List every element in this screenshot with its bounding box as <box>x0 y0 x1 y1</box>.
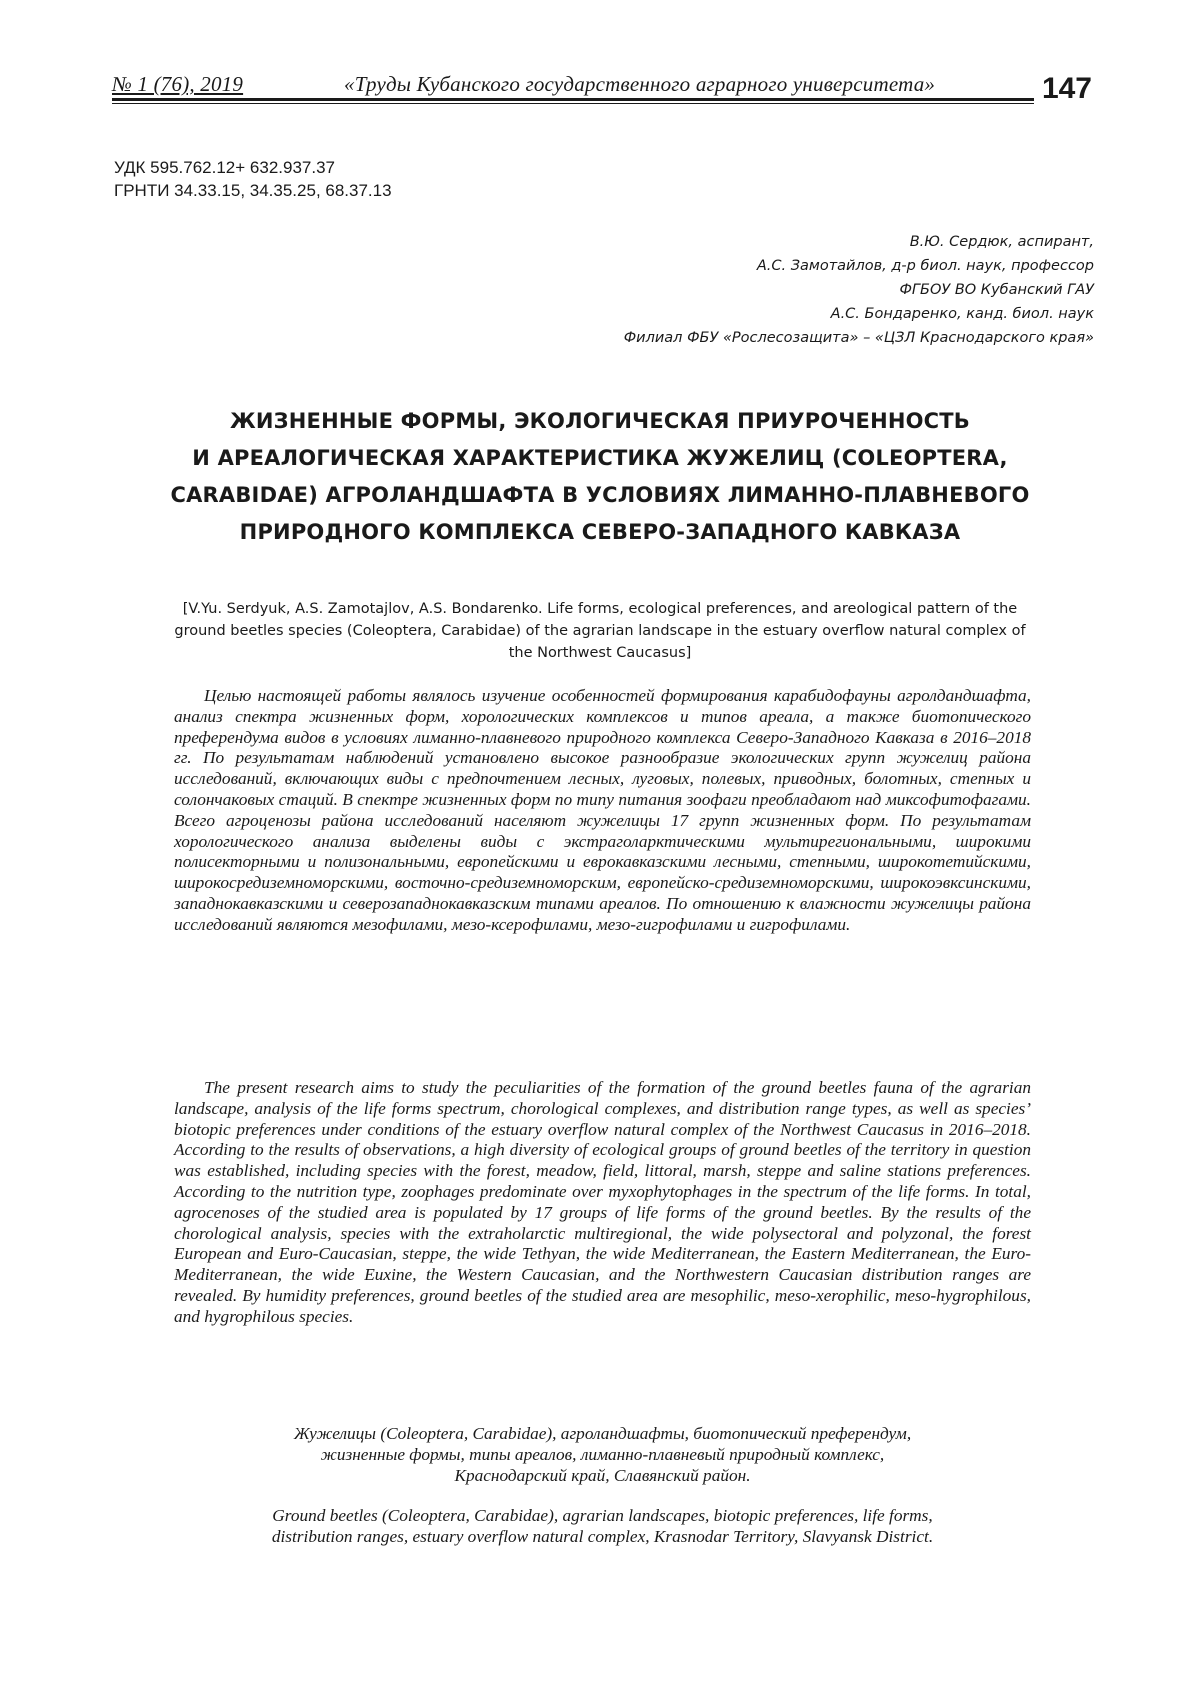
grnti-code: ГРНТИ 34.33.15, 34.35.25, 68.37.13 <box>114 179 392 202</box>
keywords-russian <box>174 1423 1031 1486</box>
abstract-russian: Целью настоящей работы являлось изучение особенностей формирования карабидофауны агролдандшафта, анализ спектра жизненных форм, хорологических комплексов и типов ареала, а также биотопического преферендума видов в условиях лиманно-плавневого природного комплекса Северо-Западного Кавказа в 2016–2018 гг. По результатам наблюдений установлено высокое разнообразие экологических групп жужелиц района исследований, включающих виды с предпочтением лесных, луговых, полевых, приводных, болотных, степных и солончаковых стаций. В спектре жизненных форм по типу питания зоофаги преобладают над миксофитофагами. Всего агроценозы района исследований населяют жужелицы 17 групп жизненных форм. По результатам хорологического анализа выделены виды с экстраголарктическими мультирегиональными, широкими полисекторными и полизональными, европейскими и еврокавказскими лесными, степными, широкотетийскими, широкосредиземноморскими, восточно-средиземноморским, европейско-средиземноморскими, широкоэвксинскими, западнокавказскими и северозападнокавказским типами ареалов. По отношению к влажности жужелицы района исследований являются мезофилами, мезо-ксерофилами, мезо-гигрофилами и гигрофилами. <box>174 686 1031 936</box>
title-line: ЖИЗНЕННЫЕ ФОРМЫ, ЭКОЛОГИЧЕСКАЯ ПРИУРОЧЕННОСТЬ <box>110 403 1090 440</box>
affiliation-line: ФГБОУ ВО Кубанский ГАУ <box>624 278 1094 302</box>
udk-code: УДК 595.762.12+ 632.937.37 <box>114 156 392 179</box>
author-line: В.Ю. Сердюк, аспирант, <box>624 230 1094 254</box>
keywords-english <box>174 1505 1031 1547</box>
keywords-line: Краснодарский край, Славянский район. <box>174 1465 1031 1486</box>
page-number: 147 <box>1042 72 1092 106</box>
keywords-line: жизненные формы, типы ареалов, лиманно-плавневый природный комплекс, <box>174 1444 1031 1465</box>
author-line: А.С. Замотайлов, д-р биол. наук, профессор <box>624 254 1094 278</box>
abstract-english: The present research aims to study the peculiarities of the formation of the ground beetles fauna of the agrarian landscape, analysis of the life forms spectrum, chorological complexes, and distribution range types, as well as species’ biotopic preferences under conditions of the estuary overflow natural complex of the Northwest Caucasus in 2016–2018. According to the results of observations, a high diversity of ecological groups of ground beetles of the territory in question was established, including species with the forest, meadow, field, littoral, marsh, steppe and saline stations preferences. According to the nutrition type, zoophages predominate over myxophytophages in the spectrum of the life forms. In total, agrocenoses of the studied area is populated by 17 groups of life forms of the ground beetles. By the results of the chorological analysis, species with the extraholarctic multiregional, the wide polysectoral and polyzonal, the forest European and Euro-Caucasian, steppe, the wide Tethyan, the wide Mediterranean, the Eastern Mediterranean, the Euro-Mediterranean, the wide Euxine, the Western Caucasian, and the Northwestern Caucasian distribution ranges are revealed. By humidity preferences, ground beetles of the studied area are mesophilic, meso-xerophilic, meso-hygrophilous, and hygrophilous species. <box>174 1078 1031 1328</box>
keywords-line: distribution ranges, estuary overflow natural complex, Krasnodar Territory, Slavyansk District. <box>174 1526 1031 1547</box>
keywords-line: Жужелицы (Coleoptera, Carabidae), агроландшафты, биотопический преферендум, <box>174 1423 1031 1444</box>
journal-name: «Труды Кубанского государственного аграрного университета» <box>344 72 935 97</box>
title-line: И АРЕАЛОГИЧЕСКАЯ ХАРАКТЕРИСТИКА ЖУЖЕЛИЦ (COLEOPTERA, <box>110 440 1090 477</box>
english-title: [V.Yu. Serdyuk, A.S. Zamotajlov, A.S. Bondarenko. Life forms, ecological preferences, and areological pattern of the ground beetles species (Coleoptera, Carabidae) of the agrarian landscape in the estuary overflow natural complex of the Northwest Caucasus] <box>170 598 1030 664</box>
affiliation-line: Филиал ФБУ «Рослесозащита» – «ЦЗЛ Краснодарского края» <box>624 326 1094 350</box>
author-line: А.С. Бондаренко, канд. биол. наук <box>624 302 1094 326</box>
article-title <box>110 403 1090 551</box>
author-block <box>624 230 1094 350</box>
keywords-line: Ground beetles (Coleoptera, Carabidae), agrarian landscapes, biotopic preferences, life forms, <box>174 1505 1031 1526</box>
header-rule <box>112 98 1034 101</box>
title-line: CARABIDAE) АГРОЛАНДШАФТА В УСЛОВИЯХ ЛИМАННО-ПЛАВНЕВОГО <box>110 477 1090 514</box>
title-line: ПРИРОДНОГО КОМПЛЕКСА СЕВЕРО-ЗАПАДНОГО КАВКАЗА <box>110 514 1090 551</box>
classification-codes <box>114 156 392 202</box>
header-rule-thin <box>112 103 1034 104</box>
issue-number: № 1 (76), 2019 <box>112 72 243 97</box>
